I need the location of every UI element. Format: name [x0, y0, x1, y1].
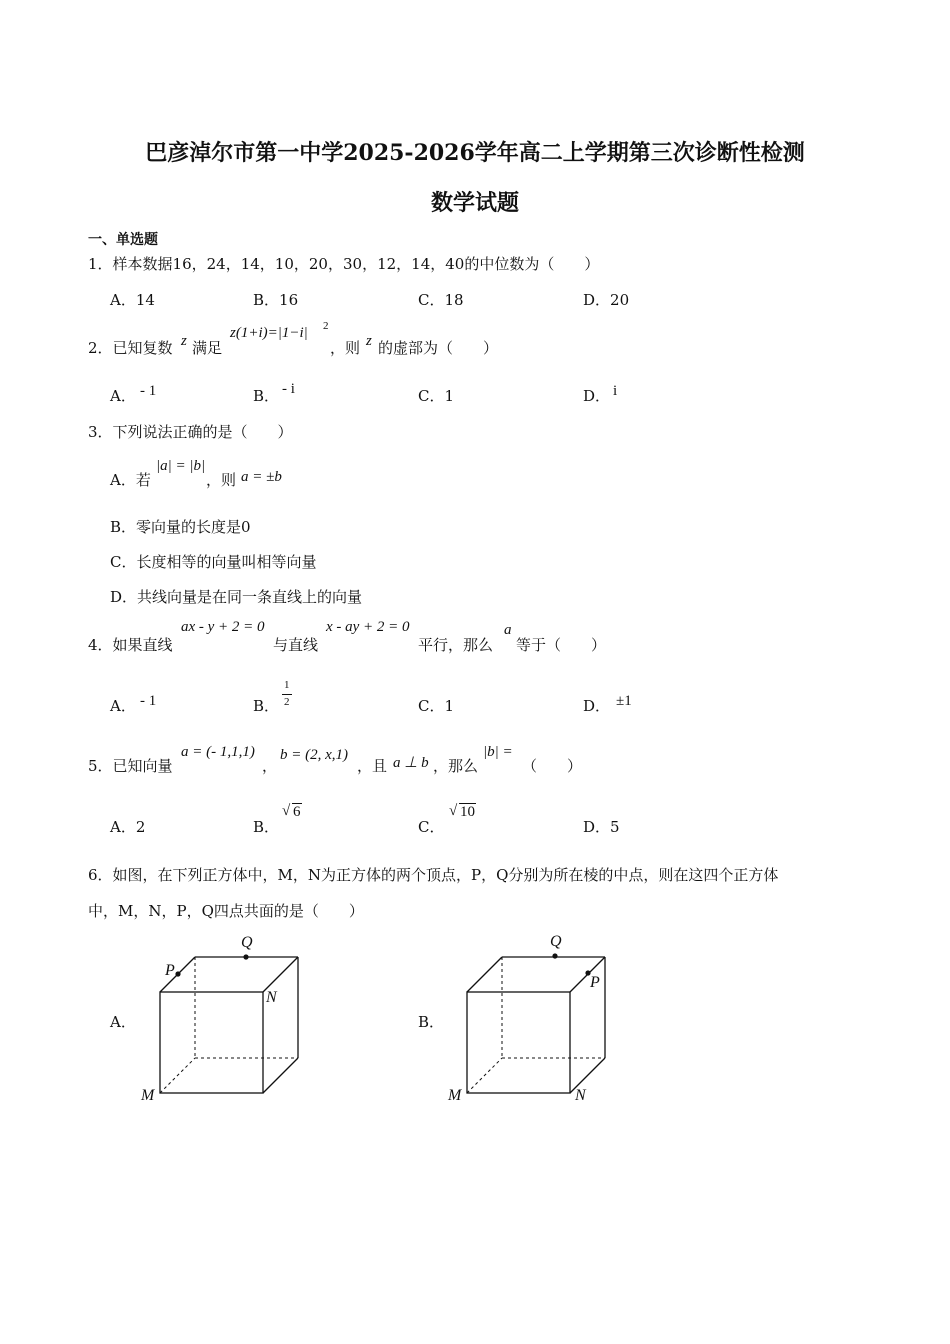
q5-option-d: D．5	[583, 818, 620, 836]
q2-comma: ，则	[330, 339, 361, 357]
cube-a-label-p: P	[165, 962, 175, 979]
q4-line1: ax - y + 2 = 0	[181, 619, 265, 635]
q6-line-1: 6．如图，在下列正方体中，M，N为正方体的两个顶点，P，Q分别为所在棱的中点，则在这四个正方体	[88, 866, 779, 884]
q4-option-b-numerator: 1	[284, 679, 290, 691]
cube-a-label-n: N	[266, 989, 277, 1006]
q6-line-2: 中，M，N，P，Q四点共面的是（ ）	[88, 902, 364, 920]
title-line-1: 巴彦淖尔市第一中学2025-2026学年高二上学期第三次诊断性检测	[145, 140, 805, 166]
q5-num: 5．已知向量	[88, 757, 173, 775]
cube-a-edge-tr	[263, 957, 298, 992]
cube-b-edge-tl	[467, 957, 502, 992]
q4-option-c: C．1	[418, 697, 455, 715]
q5-option-a: A．2	[110, 818, 146, 836]
q1-option-a: A．14	[110, 291, 155, 309]
section-label: 一、单选题	[88, 232, 158, 248]
q4-option-a-value: - 1	[140, 693, 157, 709]
q2-equation: z(1+i)=|1−i|	[230, 325, 308, 341]
q5-option-c-radicand: 10	[460, 804, 475, 820]
cube-b-front-face	[467, 992, 570, 1093]
q3-option-a-eq: |a| = |b|	[156, 458, 206, 474]
q6-cube-a-figure	[135, 925, 315, 1110]
q4-option-a-label: A．	[110, 697, 136, 715]
q6-cube-b-figure	[442, 925, 622, 1110]
q2-var-z: z	[181, 333, 187, 349]
q1-text: 1．样本数据16，24，14，10，20，30，12，14，40的中位数为（ ）	[88, 255, 600, 273]
q2-option-a-value: - 1	[140, 383, 157, 399]
cube-b-hidden-diagonal	[467, 1058, 502, 1093]
q4-option-b-denominator: 2	[284, 696, 290, 708]
q5-option-b-sqrt-icon: √	[282, 803, 291, 819]
q4-tail2: 等于（ ）	[516, 636, 607, 654]
q5-option-b-radicand: 6	[293, 804, 301, 820]
q5-option-c-label: C．	[418, 818, 445, 836]
cube-a-front-face	[160, 992, 263, 1093]
q3-option-d: D．共线向量是在同一条直线上的向量	[110, 588, 363, 606]
q3-text: 3．下列说法正确的是（ ）	[88, 423, 293, 441]
q3-option-b: B．零向量的长度是0	[110, 518, 251, 536]
q5-and: ，且	[357, 757, 388, 775]
q2-option-a-label: A．	[110, 387, 136, 405]
cube-a-point-p	[175, 971, 180, 976]
cube-b-label-q: Q	[550, 933, 562, 950]
q4-option-b-label: B．	[253, 697, 280, 715]
q5-perp: a ⊥ b	[393, 755, 429, 771]
q5-vec-b: b = (2, x,1)	[280, 747, 349, 763]
q6-option-b-label: B．	[418, 1013, 445, 1031]
q2-tail: 的虚部为（ ）	[378, 339, 499, 357]
q3-option-a-result: a = ±b	[241, 469, 282, 485]
q5-option-c-sqrt-icon: √	[449, 803, 458, 819]
q4-option-d-value: ±1	[616, 693, 632, 709]
q4-mid: 与直线	[273, 636, 319, 654]
q1-option-c: C．18	[418, 291, 464, 309]
q4-tail1: 平行，那么	[418, 636, 494, 654]
q2-option-d-value: i	[613, 383, 618, 399]
title-line-2: 数学试题	[430, 190, 519, 216]
cube-a-label-q: Q	[241, 934, 253, 951]
cube-b-label-m: M	[448, 1087, 462, 1104]
q2-sup: 2	[323, 320, 329, 332]
q4-var-a: a	[504, 622, 512, 638]
q3-option-a-label: A．若	[110, 471, 151, 489]
cube-a-label-m: M	[141, 1087, 155, 1104]
q5-vec-a: a = (- 1,1,1)	[181, 744, 255, 760]
q3-option-c: C．长度相等的向量叫相等向量	[110, 553, 317, 571]
q2-option-b-label: B．	[253, 387, 280, 405]
cube-a-hidden-diagonal	[160, 1058, 195, 1093]
q2-option-c: C．1	[418, 387, 455, 405]
q2-option-d-label: D．	[583, 387, 611, 405]
cube-b-label-p: P	[590, 974, 600, 991]
q4-option-d-label: D．	[583, 697, 611, 715]
q5-paren: （ ）	[522, 757, 583, 775]
q5-abs-b: |b| =	[483, 744, 513, 760]
q1-option-d: D．20	[583, 291, 630, 309]
cube-b-label-n: N	[575, 1087, 586, 1104]
q3-option-a-then: ，则	[206, 471, 237, 489]
cube-a-edge-br	[263, 1058, 298, 1093]
q4-num: 4．如果直线	[88, 636, 173, 654]
q5-comma: ，	[262, 757, 278, 775]
cube-b-point-q	[552, 953, 557, 958]
q6-option-a-label: A．	[110, 1013, 136, 1031]
q5-option-b-label: B．	[253, 818, 280, 836]
q4-line2: x - ay + 2 = 0	[326, 619, 410, 635]
cube-a-point-q	[243, 954, 248, 959]
q4-option-b-fraction-bar	[282, 694, 292, 695]
q5-then: ，那么	[433, 757, 479, 775]
q2-var-z2: z	[366, 333, 372, 349]
q2-mid: 满足	[192, 339, 223, 357]
q2-option-b-value: - i	[282, 381, 295, 397]
q2-num: 2．已知复数	[88, 339, 173, 357]
q1-option-b: B．16	[253, 291, 299, 309]
